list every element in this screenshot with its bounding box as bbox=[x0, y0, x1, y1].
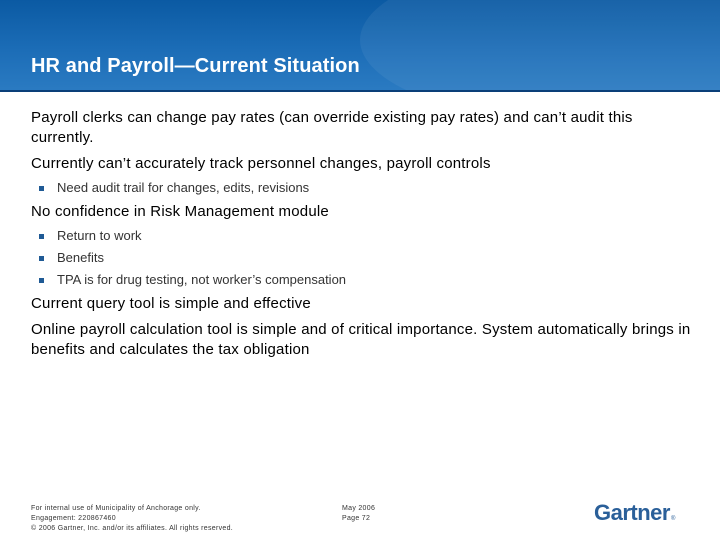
footer-date: May 2006 bbox=[342, 505, 376, 512]
footer-meta bbox=[342, 504, 375, 524]
footer-disclaimer bbox=[31, 504, 233, 534]
square-bullet-icon bbox=[39, 186, 44, 191]
square-bullet-icon bbox=[39, 234, 44, 239]
slide-title: HR and Payroll—Current Situation bbox=[31, 55, 360, 77]
bullet-level2-text: Return to work bbox=[57, 228, 142, 243]
footer-line: © 2006 Gartner, Inc. and/or its affiliates. All rights reserved. bbox=[31, 525, 234, 532]
bullet-level2 bbox=[31, 272, 691, 288]
bullet-level2 bbox=[31, 180, 691, 196]
gartner-logo bbox=[594, 500, 675, 526]
square-bullet-icon bbox=[39, 256, 44, 261]
title-bar-decoration bbox=[360, 0, 720, 92]
bullet-level2-text: Need audit trail for changes, edits, revisions bbox=[57, 180, 310, 195]
footer-line: For internal use of Municipality of Anchorage only. bbox=[31, 505, 201, 512]
footer-page-number: Page 72 bbox=[342, 515, 371, 522]
bullet-level1: Payroll clerks can change pay rates (can override existing pay rates) and can’t audit this currently. bbox=[31, 109, 633, 146]
slide-body bbox=[31, 108, 691, 366]
bullet-level1: No confidence in Risk Management module bbox=[31, 203, 329, 220]
bullet-level1: Current query tool is simple and effective bbox=[31, 295, 311, 312]
bullet-level2-text: TPA is for drug testing, not worker’s compensation bbox=[57, 272, 347, 287]
bullet-level2 bbox=[31, 250, 691, 266]
title-bar bbox=[0, 0, 720, 92]
bullet-level1: Currently can’t accurately track personnel changes, payroll controls bbox=[31, 155, 491, 172]
bullet-level1: Online payroll calculation tool is simple and of critical importance. System automatically brings in benefits and calculates the tax obligation bbox=[31, 321, 691, 358]
logo-text: Gartner bbox=[594, 500, 670, 525]
square-bullet-icon bbox=[39, 278, 44, 283]
registered-mark: ® bbox=[670, 516, 675, 522]
bullet-level2-text: Benefits bbox=[57, 250, 104, 265]
footer-line: Engagement: 220867460 bbox=[31, 515, 116, 522]
bullet-level2 bbox=[31, 228, 691, 244]
